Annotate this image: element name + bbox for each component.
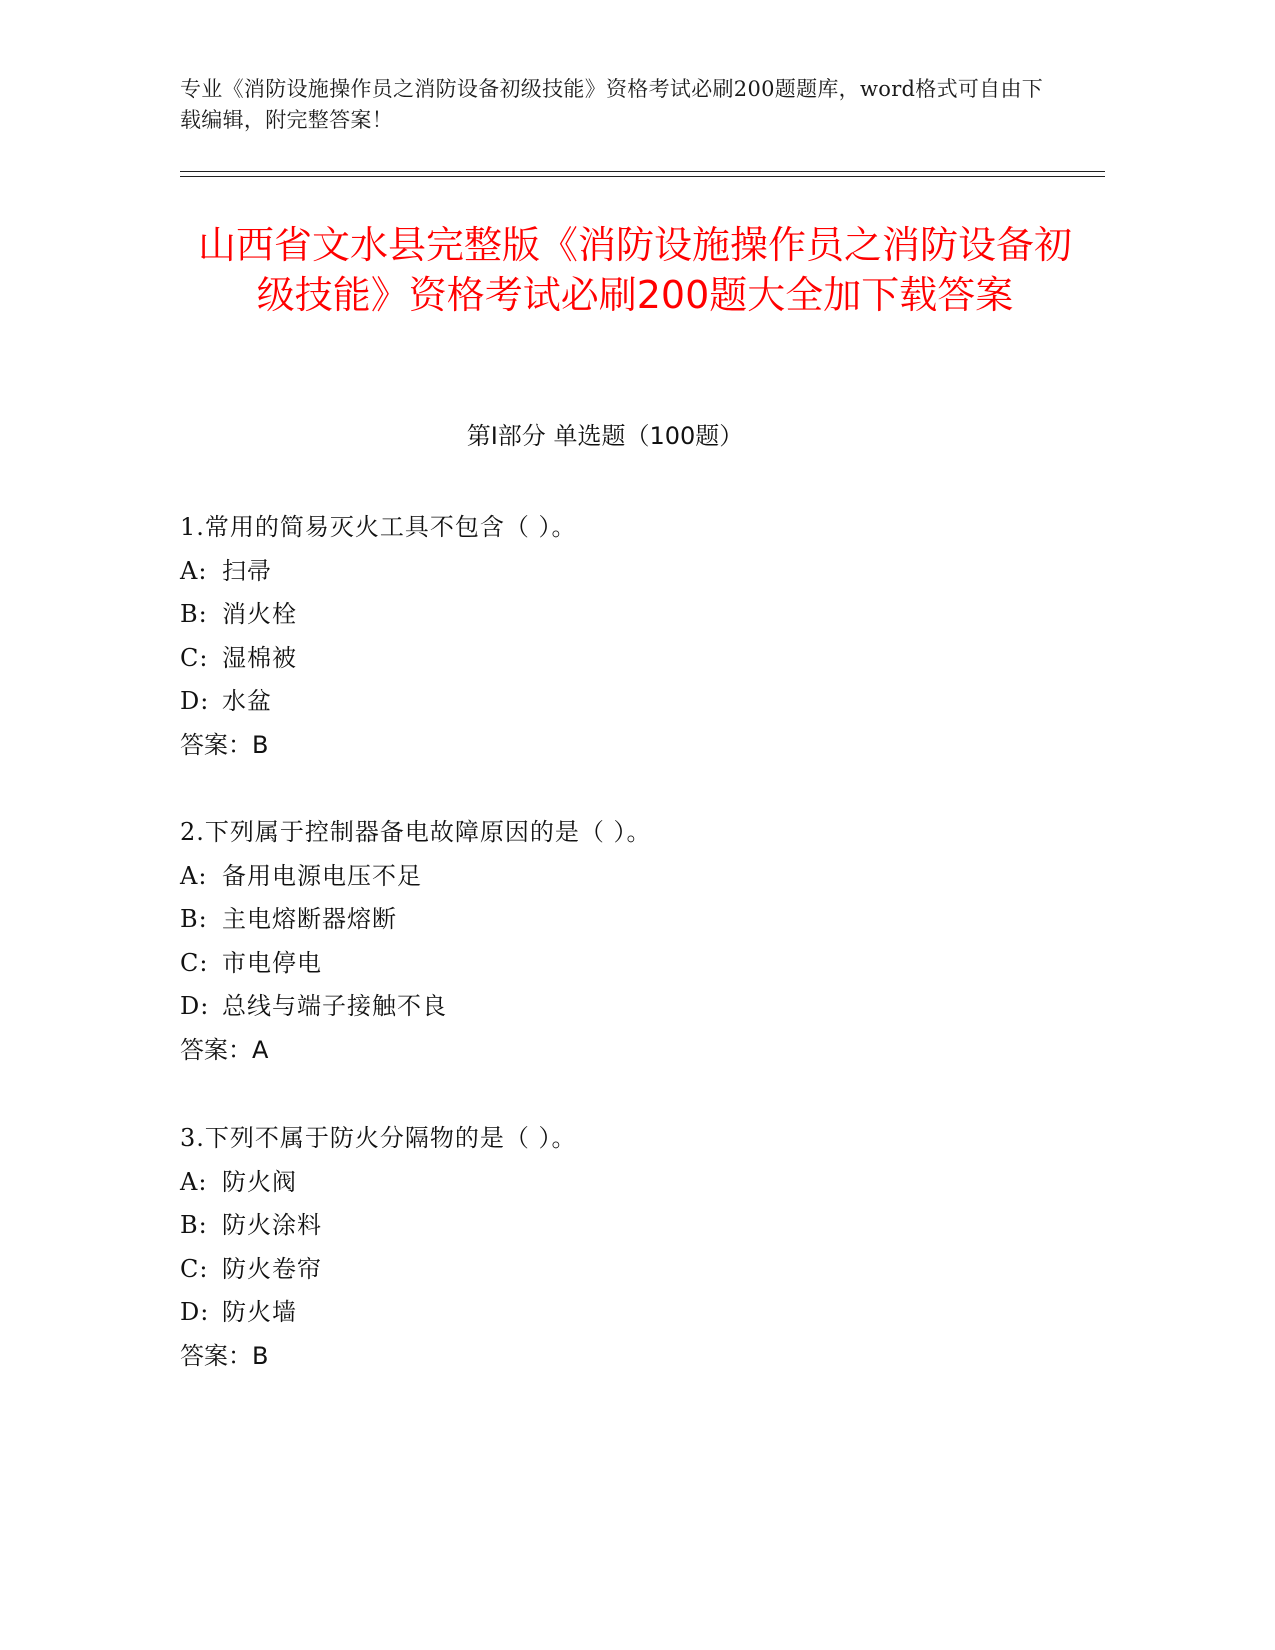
- option-text: 水盆: [222, 687, 272, 715]
- option-text: 扫帚: [222, 556, 272, 585]
- option-c: [180, 942, 1100, 986]
- option-letter: D:: [180, 687, 210, 715]
- question-text: 3.下列不属于防火分隔物的是（ ）。: [180, 1124, 577, 1152]
- option-a: [180, 550, 1100, 594]
- option-text: 消火栓: [222, 600, 297, 628]
- question-text: 1.常用的简易灭火工具不包含（ ）。: [180, 513, 577, 541]
- answer-line: 答案：A: [180, 1035, 269, 1064]
- option-d: [180, 1291, 1100, 1335]
- question-2: [180, 811, 1100, 1072]
- option-letter: A:: [180, 1167, 208, 1196]
- option-text: 市电停电: [222, 948, 322, 977]
- document-title: 山西省文水县完整版《消防设施操作员之消防设备初级技能》资格考试必刷200题大全加下载答案: [197, 223, 1072, 317]
- header-divider-top: [180, 171, 1105, 172]
- question-1: [180, 506, 1100, 767]
- option-text: 总线与端子接触不良: [222, 992, 447, 1020]
- answer-line: 答案：B: [180, 730, 269, 759]
- option-text: 备用电源电压不足: [222, 861, 422, 890]
- option-letter: D:: [180, 1298, 210, 1326]
- option-d: [180, 680, 1100, 724]
- option-c: [180, 1248, 1100, 1292]
- option-text: 防火涂料: [222, 1211, 322, 1239]
- option-letter: D:: [180, 992, 210, 1020]
- option-d: [180, 985, 1100, 1029]
- option-text: 防火阀: [222, 1167, 297, 1196]
- option-letter: C:: [180, 1254, 209, 1283]
- question-3: [180, 1117, 1100, 1378]
- option-letter: B:: [180, 1211, 208, 1239]
- option-letter: B:: [180, 905, 208, 933]
- option-letter: B:: [180, 600, 208, 628]
- option-a: [180, 1161, 1100, 1205]
- answer-line: 答案：B: [180, 1341, 269, 1370]
- option-text: 主电熔断器熔断: [222, 905, 397, 933]
- option-text: 防火墙: [222, 1298, 297, 1326]
- option-b: [180, 1204, 1100, 1248]
- option-letter: C:: [180, 948, 209, 977]
- header-divider-bottom: [180, 176, 1105, 177]
- option-letter: A:: [180, 556, 208, 585]
- option-letter: A:: [180, 861, 208, 890]
- option-c: [180, 637, 1100, 681]
- section-heading: 第Ⅰ部分 单选题（100题）: [466, 422, 744, 450]
- option-text: 湿棉被: [222, 643, 297, 672]
- question-text: 2.下列属于控制器备电故障原因的是（ ）。: [180, 818, 652, 846]
- option-text: 防火卷帘: [222, 1254, 322, 1283]
- option-a: [180, 855, 1100, 899]
- option-b: [180, 898, 1100, 942]
- option-letter: C:: [180, 643, 209, 672]
- header-note: 专业《消防设施操作员之消防设备初级技能》资格考试必刷200题题库，word格式可自由下载编辑，附完整答案！: [180, 77, 1044, 132]
- option-b: [180, 593, 1100, 637]
